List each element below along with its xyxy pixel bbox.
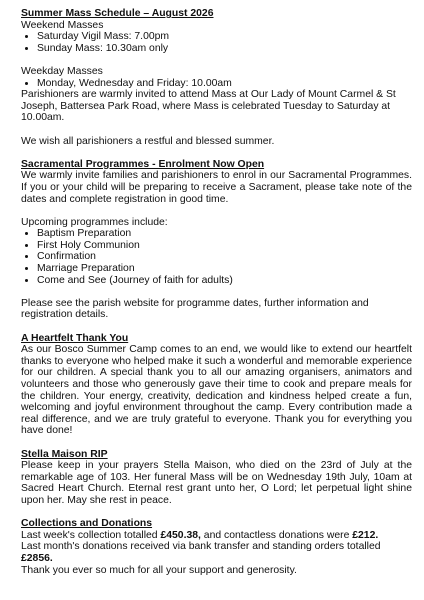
donations-line (21, 541, 412, 564)
rip-body: Please keep in your prayers Stella Maison, who died on the 23rd of July at the remarkable age of 103. Her funeral Mass will be on Wednesday 19th July, 10am at Sacred Heart Church. Eternal rest grant unto her, O Lord; let perpetual light shine upon her. May she rest in peace. (21, 460, 412, 506)
programmes-list (21, 228, 412, 286)
section-heading: A Heartfelt Thank You (21, 332, 129, 344)
thank-you-section (21, 333, 412, 437)
collection-line (21, 530, 412, 542)
section-heading: Collections and Donations (21, 518, 153, 530)
list-item: • Marriage Preparation (37, 263, 412, 275)
list-item: • First Holy Communion (37, 240, 412, 252)
programmes-label: Upcoming programmes include: (21, 216, 168, 228)
section-heading: Summer Mass Schedule – August 2026 (21, 8, 214, 19)
collections-section (21, 518, 412, 576)
weekend-label: Weekend Masses (21, 19, 104, 31)
list-item: • Saturday Vigil Mass: 7.00pm (37, 31, 412, 43)
list-item: • Sunday Mass: 10.30am only (37, 43, 412, 55)
section-heading: Sacramental Programmes - Enrolment Now Open (21, 158, 265, 170)
wish-text: We wish all parishioners a restful and blessed summer. (21, 135, 275, 147)
weekday-label: Weekday Masses (21, 65, 103, 77)
weekend-list (21, 31, 412, 54)
contactless-text: and contactless donations were (200, 529, 353, 541)
list-item: • Monday, Wednesday and Friday: 10.00am (37, 78, 412, 90)
donations-text: Last month's donations received via bank transfer and standing orders totalled (21, 541, 381, 553)
thank-you-body: As our Bosco Summer Camp comes to an end, we would like to extend our heartfelt thanks to everyone who helped make it such a wonderful and memorable experience for our children. A special thank you to all our amazing organisers, animators and volunteers and those who generously gave their time to cook and prepare meals for the children. Your energy, creativity, dedication and kindness helped create a fun, welcoming and joyful environment throughout the camp. Every contribution made a real difference, and we are truly grateful to everyone. Thank you for everything you have done! (21, 344, 412, 437)
sacramental-intro: We warmly invite families and parishioners to enrol in our Sacramental Programmes. If you or your child will be preparing to receive a Sacrament, please take note of the dates and complete registration in good time. (21, 170, 412, 205)
section-heading: Stella Maison RIP (21, 448, 108, 460)
collection-text: Last week's collection totalled (21, 529, 161, 541)
donations-amount: £2856. (21, 552, 53, 564)
sacramental-outro: Please see the parish website for programme dates, further information and registration details. (21, 297, 369, 321)
sacramental-section (21, 159, 412, 321)
invitation-text: Parishioners are warmly invited to attend Mass at Our Lady of Mount Carmel & St Joseph, Battersea Park Road, where Mass is celebrated Tuesday to Saturday at 10.00am. (21, 89, 396, 124)
list-item: • Baptism Preparation (37, 228, 412, 240)
collection-amount: £450.38, (160, 529, 201, 541)
rip-section (21, 449, 412, 507)
list-item: • Come and See (Journey of faith for adults) (37, 275, 412, 287)
list-item: • Confirmation (37, 251, 412, 263)
contactless-amount: £212. (352, 529, 379, 541)
thanks-text: Thank you ever so much for all your support and generosity. (21, 564, 297, 576)
weekday-list (21, 78, 412, 90)
mass-schedule-section (21, 8, 412, 147)
